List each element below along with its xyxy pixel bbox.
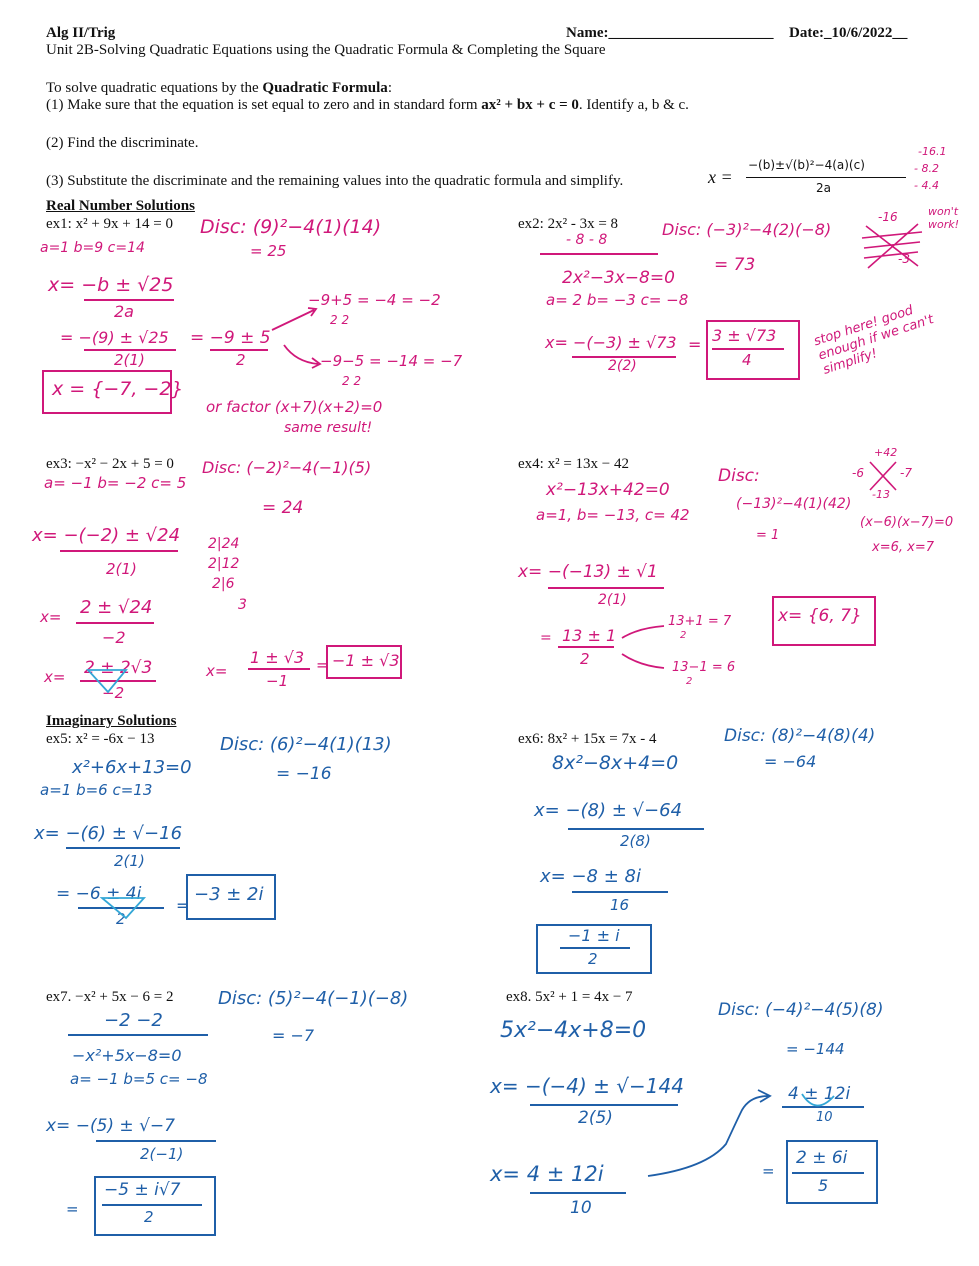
formula-lhs: x = xyxy=(708,167,733,187)
ex4-factor: (x−6)(x−7)=0 xyxy=(860,515,954,530)
ex8-x2-den: 10 xyxy=(570,1198,592,1218)
ex8-x3-num: 4 ± 12i xyxy=(788,1084,851,1104)
ex6-answer-den: 2 xyxy=(588,950,598,968)
ex4-branch1: 13+1 = 7 xyxy=(668,614,732,629)
date-field: Date:_10/6/2022__ xyxy=(789,25,908,41)
ex1-note-factor: or factor (x+7)(x+2)=0 xyxy=(206,398,383,416)
ex2-disc-value: = 73 xyxy=(714,255,756,275)
ex3-x2-bar xyxy=(76,622,154,624)
ex4-abc: a=1, b= −13, c= 42 xyxy=(536,506,690,524)
ex8-equals: = xyxy=(762,1162,775,1180)
ex8-x2-bar xyxy=(530,1192,626,1194)
formula-bar xyxy=(746,177,906,178)
ex2-subtract-bar xyxy=(540,253,658,255)
ex1-step2-num: = −(9) ± √25 xyxy=(60,328,169,347)
ex1-branch2-den: 2 2 xyxy=(342,374,362,388)
side-note-2: - 8.2 xyxy=(914,162,939,175)
ex8-x-den: 2(5) xyxy=(578,1108,613,1128)
ex5-x2-den: 2 xyxy=(116,910,126,928)
ex4-equals: = xyxy=(540,630,552,646)
ex3-cancel-mark xyxy=(86,666,132,696)
ex2-answer-den: 4 xyxy=(742,351,752,369)
ex7-x-bar xyxy=(96,1140,216,1142)
ex1-problem: ex1: x² + 9x + 14 = 0 xyxy=(46,216,173,232)
ex1-note-same: same result! xyxy=(284,420,373,436)
ex8-disc: Disc: (−4)²−4(5)(8) xyxy=(718,1000,884,1020)
ex4-answer: x= {6, 7} xyxy=(778,606,862,626)
ex1-step2-den: 2(1) xyxy=(114,351,145,369)
ex7-answer-den: 2 xyxy=(144,1208,154,1226)
ex6-x-num: x= −(8) ± √−64 xyxy=(534,800,683,821)
section-real: Real Number Solutions xyxy=(46,198,195,214)
ex6-x2-den: 16 xyxy=(610,896,630,914)
ex7-equals: = xyxy=(66,1200,79,1218)
ex5-equals: = xyxy=(176,896,190,915)
ex5-x-den: 2(1) xyxy=(114,852,145,870)
ex3-x1-den: 2(1) xyxy=(106,560,137,578)
step-1: (1) Make sure that the equation is set equal to zero and in standard form ax² + bx + c = 0. Identify a, b & c. xyxy=(46,97,689,113)
ex8-cancel-mark xyxy=(800,1092,840,1112)
ex5-problem: ex5: x² = -6x − 13 xyxy=(46,731,155,747)
ex2-subtract: - 8 - 8 xyxy=(566,232,608,248)
ex7-problem: ex7. −x² + 5x − 6 = 2 xyxy=(46,989,174,1005)
ex2-scratch-16: -16 xyxy=(878,210,898,224)
ex6-x2-num: x= −8 ± 8i xyxy=(540,866,641,887)
factor-tree-2: 2|12 xyxy=(208,556,240,572)
ex3-disc-value: = 24 xyxy=(262,498,304,518)
ex2-scratch-cross xyxy=(858,218,928,274)
ex4-x2-num: 13 ± 1 xyxy=(562,626,617,645)
ex8-answer-bar xyxy=(792,1172,864,1174)
ex7-x-num: x= −(5) ± √−7 xyxy=(46,1116,175,1136)
ex6-disc: Disc: (8)²−4(8)(4) xyxy=(724,726,876,746)
ex7-standard-form: −x²+5x−8=0 xyxy=(72,1046,182,1065)
ex4-branch-lines xyxy=(618,622,668,672)
ex6-problem: ex6: 8x² + 15x = 7x - 4 xyxy=(518,731,657,747)
ex6-x2-bar xyxy=(572,891,668,893)
ex6-answer-bar xyxy=(560,947,630,949)
ex3-answer: −1 ± √3 xyxy=(332,651,400,670)
ex4-x-left: -6 xyxy=(852,466,864,480)
ex7-disc-value: = −7 xyxy=(272,1026,315,1045)
ex4-x-top: +42 xyxy=(874,446,898,459)
side-note-1: -16.1 xyxy=(918,145,947,158)
ex8-answer-num: 2 ± 6i xyxy=(796,1148,848,1168)
ex4-x-num: x= −(−13) ± √1 xyxy=(518,562,658,582)
ex4-x2-bar xyxy=(558,646,614,648)
ex4-disc-value: = 1 xyxy=(756,528,780,543)
ex7-disc: Disc: (5)²−4(−1)(−8) xyxy=(218,988,409,1009)
ex2-answer-num: 3 ± √73 xyxy=(712,326,777,345)
ex4-x-bar xyxy=(548,587,664,589)
ex5-x-bar xyxy=(66,847,180,849)
ex7-answer-num: −5 ± i√7 xyxy=(104,1180,181,1200)
ex3-equals: = xyxy=(316,656,329,674)
ex7-abc: a= −1 b=5 c= −8 xyxy=(70,1070,208,1088)
ex2-x-den: 2(2) xyxy=(608,358,637,374)
ex5-disc-value: = −16 xyxy=(276,764,332,784)
ex2-x-num: x= −(−3) ± √73 xyxy=(545,333,677,352)
ex1-branch1: −9+5 = −4 = −2 xyxy=(308,291,441,309)
ex6-x-den: 2(8) xyxy=(620,832,651,850)
ex3-x4-bar xyxy=(248,668,310,670)
step-2: (2) Find the discriminate. xyxy=(46,135,199,151)
ex5-standard-form: x²+6x+13=0 xyxy=(72,757,192,778)
ex3-x2-num: 2 ± √24 xyxy=(80,597,153,618)
ex4-branch1-den: 2 xyxy=(680,630,687,641)
ex2-abc: a= 2 b= −3 c= −8 xyxy=(546,291,689,309)
ex1-step1-bar xyxy=(84,299,174,301)
ex7-answer-bar xyxy=(102,1204,202,1206)
ex5-cancel-mark xyxy=(100,894,150,922)
ex7-subtract: −2 −2 xyxy=(104,1010,163,1031)
ex3-x3-label: x= xyxy=(44,668,66,686)
ex2-disc: Disc: (−3)²−4(2)(−8) xyxy=(662,220,832,239)
ex4-branch2: 13−1 = 6 xyxy=(672,660,736,675)
ex5-answer: −3 ± 2i xyxy=(194,884,264,905)
ex3-x4-label: x= xyxy=(206,662,228,680)
ex4-x2-den: 2 xyxy=(580,650,590,668)
side-note-3: - 4.4 xyxy=(914,179,939,192)
ex2-problem: ex2: 2x² - 3x = 8 xyxy=(518,216,619,232)
ex2-scratch-3: -3 xyxy=(898,252,910,266)
factor-tree-1: 2|24 xyxy=(208,536,240,552)
unit-title: Unit 2B-Solving Quadratic Equations using the Quadratic Formula & Completing the Square xyxy=(46,42,606,58)
ex8-answer-den: 5 xyxy=(818,1176,829,1195)
ex4-x-diagram xyxy=(866,458,900,494)
ex3-problem: ex3: −x² − 2x + 5 = 0 xyxy=(46,456,174,472)
ex1-step1-num: x= −b ± √25 xyxy=(48,274,174,296)
ex5-disc: Disc: (6)²−4(1)(13) xyxy=(220,734,392,755)
ex8-disc-value: = −144 xyxy=(786,1040,845,1058)
name-field: Name:______________________ xyxy=(566,25,774,41)
ex3-x4-den: −1 xyxy=(266,672,289,690)
ex4-x-bottom: -13 xyxy=(872,488,890,501)
course-title: Alg II/Trig xyxy=(46,25,116,41)
ex1-step3-num: = −9 ± 5 xyxy=(190,328,271,348)
ex4-disc-expr: (−13)²−4(1)(42) xyxy=(736,496,852,512)
ex5-x2-num: = −6 ± 4i xyxy=(56,884,142,904)
ex6-answer-num: −1 ± i xyxy=(568,926,620,945)
factor-tree-3: 2|6 xyxy=(212,576,235,592)
ex3-x3-num: 2 ± 2√3 xyxy=(84,658,153,678)
ex4-x-den: 2(1) xyxy=(598,592,627,608)
ex3-x2-label: x= xyxy=(40,608,62,626)
ex8-arrow xyxy=(646,1088,776,1188)
ex1-branch2: −9−5 = −14 = −7 xyxy=(320,352,463,370)
ex3-disc: Disc: (−2)²−4(−1)(5) xyxy=(202,458,372,477)
ex8-standard-form: 5x²−4x+8=0 xyxy=(500,1018,647,1043)
ex3-x4-num: 1 ± √3 xyxy=(250,648,305,667)
ex4-branch2-den: 2 xyxy=(686,676,693,687)
ex7-x-den: 2(−1) xyxy=(140,1145,184,1163)
ex3-x1-num: x= −(−2) ± √24 xyxy=(32,525,181,546)
ex2-standard-form: 2x²−3x−8=0 xyxy=(562,268,675,288)
step-3: (3) Substitute the discriminate and the remaining values into the quadratic formula and simplify. xyxy=(46,173,624,189)
ex1-step1-den: 2a xyxy=(114,302,134,321)
ex3-x3-den: −2 xyxy=(102,684,125,702)
formula-numerator: −(b)±√(b)²−4(a)(c) xyxy=(748,158,865,172)
ex5-abc: a=1 b=6 c=13 xyxy=(40,781,153,799)
ex1-branch-arrows xyxy=(270,300,330,370)
ex3-x2-den: −2 xyxy=(102,628,126,647)
ex1-step3-den: 2 xyxy=(236,351,246,369)
ex6-x-bar xyxy=(568,828,704,830)
ex4-x-right: -7 xyxy=(900,466,912,480)
ex1-disc-value: = 25 xyxy=(250,242,287,260)
ex6-standard-form: 8x²−8x+4=0 xyxy=(552,752,679,774)
ex3-x1-bar xyxy=(60,550,178,552)
ex7-subtract-bar xyxy=(68,1034,208,1036)
ex4-problem: ex4: x² = 13x − 42 xyxy=(518,456,629,472)
ex4-roots: x=6, x=7 xyxy=(872,540,934,555)
ex8-x2-num: x= 4 ± 12i xyxy=(490,1162,604,1186)
ex1-abc: a=1 b=9 c=14 xyxy=(40,240,145,256)
ex1-branch1-den: 2 2 xyxy=(330,313,350,327)
factor-tree-4: 3 xyxy=(238,597,247,613)
ex6-disc-value: = −64 xyxy=(764,752,817,771)
ex2-scratch-wont-work: won't work! xyxy=(928,205,960,231)
ex2-note: stop here! good enough if we can't simplify! xyxy=(812,303,936,378)
ex4-disc-label: Disc: xyxy=(718,466,760,486)
ex8-x3-den: 10 xyxy=(816,1110,833,1125)
ex2-equals: = xyxy=(688,335,702,354)
ex5-x-num: x= −(6) ± √−16 xyxy=(34,823,183,844)
formula-denominator: 2a xyxy=(816,181,831,195)
ex2-answer-bar xyxy=(712,348,784,350)
ex8-problem: ex8. 5x² + 1 = 4x − 7 xyxy=(506,989,633,1005)
ex1-disc: Disc: (9)²−4(1)(14) xyxy=(200,216,382,238)
ex8-x-num: x= −(−4) ± √−144 xyxy=(490,1074,684,1098)
section-imaginary: Imaginary Solutions xyxy=(46,713,177,729)
ex1-answer: x = {−7, −2} xyxy=(52,378,184,400)
intro-lead: To solve quadratic equations by the Quadratic Formula: xyxy=(46,80,392,96)
ex3-abc: a= −1 b= −2 c= 5 xyxy=(44,474,187,492)
ex4-standard-form: x²−13x+42=0 xyxy=(546,480,670,500)
